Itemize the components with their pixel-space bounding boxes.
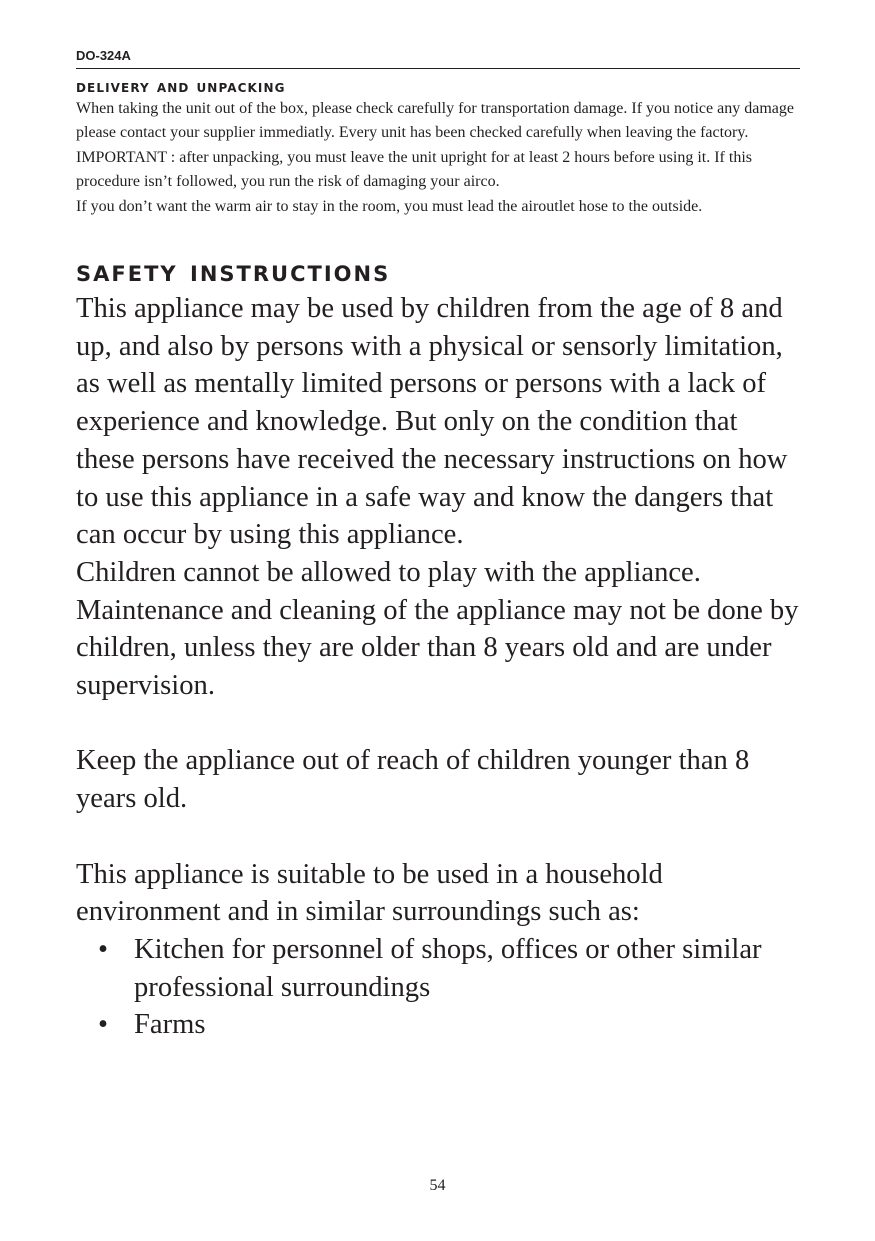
delivery-section <box>76 97 800 219</box>
model-number: DO-324A <box>76 48 131 63</box>
delivery-paragraph: IMPORTANT : after unpacking, you must leave the unit upright for at least 2 hours before using it. If this procedure isn’t followed, you run the risk of damaging your airco. <box>76 148 752 191</box>
bullet-icon: • <box>98 933 109 965</box>
list-item <box>76 931 800 1006</box>
safety-heading: safety instructions <box>76 254 391 290</box>
bullet-icon: • <box>98 1009 109 1041</box>
header-rule <box>76 68 800 69</box>
delivery-paragraph: When taking the unit out of the box, please check carefully for transportation damage. If you notice any damage please contact your supplier immediatly. Every unit has been checked carefully when leaving the factory. <box>76 100 794 142</box>
delivery-heading: delivery and unpacking <box>76 77 286 97</box>
list-item-text: Kitchen for personnel of shops, offices or other similar professional surroundings <box>134 933 762 1003</box>
list-item-text: Farms <box>134 1009 206 1041</box>
page-number: 54 <box>429 1177 446 1194</box>
safety-paragraph: This appliance may be used by children from the age of 8 and up, and also by persons with a physical or sensorly limitation, as well as mentally limited persons or persons with a lack of experience and knowledge. But only on the condition that these persons have received the necessary instructions on how to use this appliance in a safe way and know the dangers that can occur by using this appliance. <box>76 293 788 551</box>
document-page <box>76 48 800 1044</box>
safety-paragraph: This appliance is suitable to be used in a household environment and in similar surroundings such as: <box>76 858 663 928</box>
safety-paragraph: Keep the appliance out of reach of children younger than 8 years old. <box>76 745 750 815</box>
safety-section <box>76 290 800 1044</box>
delivery-paragraph: If you don’t want the warm air to stay in the room, you must lead the airoutlet hose to the outside. <box>76 197 703 215</box>
safety-paragraph: Children cannot be allowed to play with the appliance. Maintenance and cleaning of the appliance may not be done by children, unless they are older than 8 years old and are under supervision. <box>76 556 799 702</box>
list-item <box>76 1006 800 1044</box>
surroundings-list <box>76 931 800 1044</box>
